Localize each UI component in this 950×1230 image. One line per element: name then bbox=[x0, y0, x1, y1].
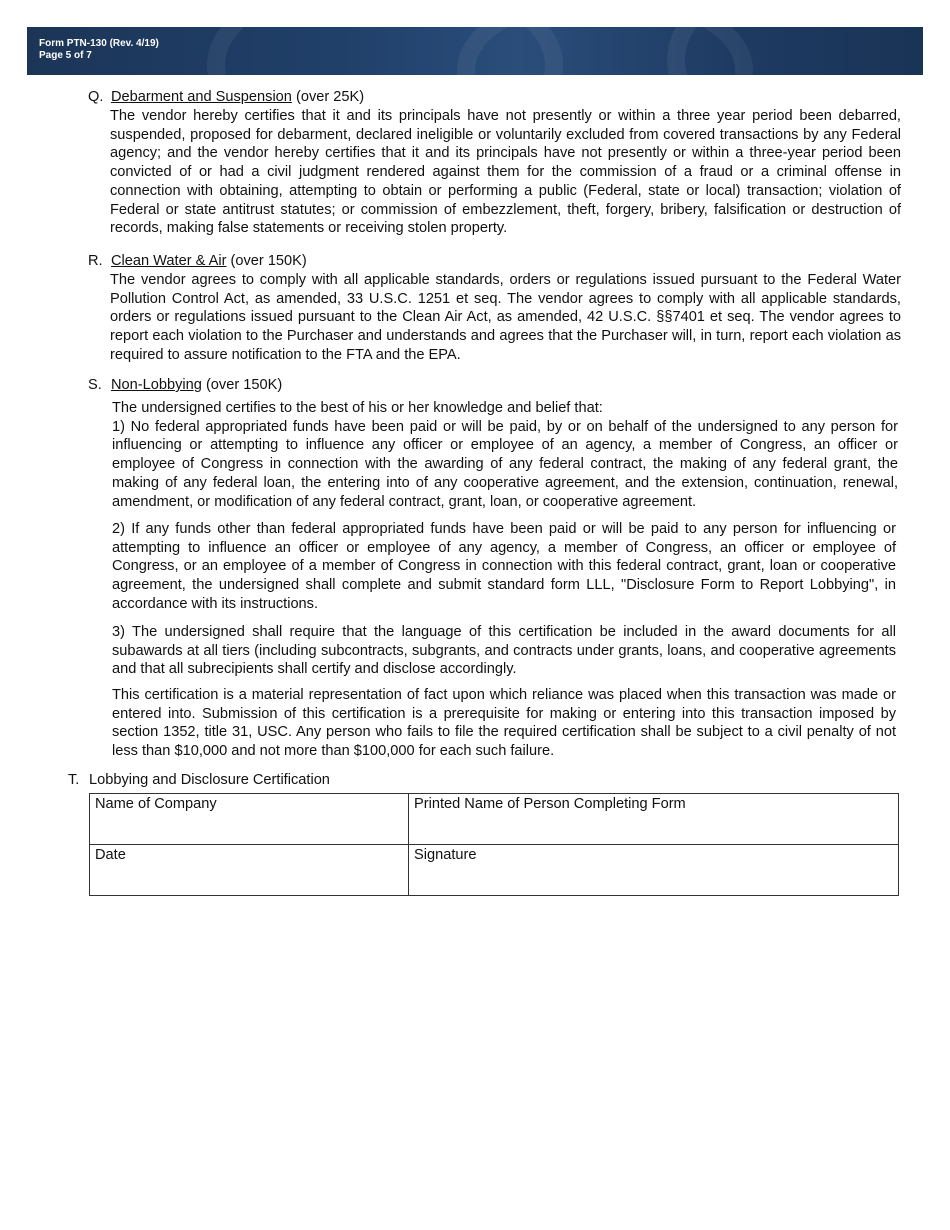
section-title: Debarment and Suspension bbox=[111, 89, 292, 105]
section-title: Clean Water & Air bbox=[111, 253, 227, 269]
section-s-intro-and-item1 bbox=[112, 399, 898, 511]
page-number: Page 5 of 7 bbox=[39, 50, 92, 61]
section-title: Non-Lobbying bbox=[111, 377, 202, 393]
section-letter: R. bbox=[88, 253, 103, 269]
section-threshold: (over 150K) bbox=[230, 253, 307, 269]
field-label: Printed Name of Person Completing Form bbox=[414, 796, 686, 812]
item-1: 1) No federal appropriated funds have been paid or will be paid, by or on behalf of the undersigned to any person for influencing or attempting to influence any officer or employee of an agency, a member of Congress, an officer or employee of Congress in connection with the awarding of any federal contract, the making of any federal grant, the making of any federal loan, the entering into of any cooperative agreement, and the extension, continuation, renewal, amendment, or modification of any federal contract, grant, loan, or cooperative agreement. bbox=[112, 418, 898, 510]
signature-table bbox=[89, 793, 899, 896]
intro-text: The undersigned certifies to the best of his or her knowledge and belief that: bbox=[112, 400, 603, 416]
item-3: 3) The undersigned shall require that the language of this certification be included in the award documents for all subawards at all tiers (including subcontracts, subgrants, and contracts under grants, loans, and cooperative agreements and that all subrecipients shall certify and disclose accordingly. bbox=[112, 624, 896, 678]
section-q-body bbox=[110, 107, 901, 238]
date-field[interactable] bbox=[90, 845, 409, 896]
section-r-body bbox=[110, 271, 901, 365]
section-r-heading bbox=[88, 252, 307, 271]
field-label: Date bbox=[95, 847, 126, 863]
form-id: Form PTN-130 (Rev. 4/19) bbox=[39, 38, 159, 49]
section-letter: Q. bbox=[88, 89, 104, 105]
section-s-heading bbox=[88, 376, 282, 395]
form-header bbox=[27, 27, 923, 75]
section-threshold: (over 25K) bbox=[295, 89, 365, 105]
section-title: Lobbying and Disclosure Certification bbox=[89, 772, 330, 788]
field-label: Name of Company bbox=[95, 796, 217, 812]
section-t-heading bbox=[68, 771, 330, 790]
company-name-field[interactable] bbox=[90, 794, 409, 845]
printed-name-field[interactable] bbox=[409, 794, 899, 845]
item-2: 2) If any funds other than federal appropriated funds have been paid or will be paid to any person for influencing or attempting to influence an officer or employee of any agency, a member of Congress, an officer or employee of Congress, or an employee of a member of Congress in connection with this federal contract, grant, loan or cooperative agreement, the undersigned shall complete and submit standard form LLL, "Disclosure Form to Report Lobbying", in accordance with its instructions. bbox=[112, 521, 896, 612]
section-letter: T. bbox=[68, 772, 80, 788]
section-s-closing bbox=[112, 686, 896, 761]
section-s-item2 bbox=[112, 520, 896, 614]
paragraph: The vendor agrees to comply with all applicable standards, orders or regulations issued pursuant to the Federal Water Pollution Control Act, as amended, 33 U.S.C. 1251 et seq. The vendor agrees to comply with all applicable standards, orders or regulations issued pursuant to the Clean Air Act, as amended, 42 U.S.C. §§7401 et seq. The vendor agrees to report each violation to the Purchaser and understands and agrees that the Purchaser will, in turn, report each violation as required to assure notification to the FTA and the EPA. bbox=[110, 272, 901, 363]
header-text bbox=[39, 38, 159, 62]
section-threshold: (over 150K) bbox=[205, 377, 283, 393]
field-label: Signature bbox=[414, 847, 477, 863]
closing-text: This certification is a material representation of fact upon which reliance was placed when this transaction was made or entered into. Submission of this certification is a prerequisite for making or entering into this transaction imposed by section 1352, title 31, USC. Any person who fails to file the required certification shall be subject to a civil penalty of not less than $10,000 and not more than $100,000 for each such failure. bbox=[112, 687, 896, 760]
section-s-item3 bbox=[112, 623, 896, 679]
section-q-heading bbox=[88, 88, 364, 107]
section-letter: S. bbox=[88, 377, 102, 393]
paragraph: The vendor hereby certifies that it and its principals have not presently or within a three year period been debarred, suspended, proposed for debarment, declared ineligible or voluntarily excluded from covered transactions by any Federal agency; and the vendor hereby certifies that it and its principals have not presently or within a three-year period been convicted of or had a civil judgment rendered against them for the commission of a fraud or a criminal offense in connection with obtaining, attempting to obtain or performing a public (Federal, state or local) transaction; violation of Federal or state antitrust statutes; or commission of embezzlement, theft, forgery, bribery, falsification or destruction of records, making false statements or receiving stolen property. bbox=[110, 108, 901, 237]
signature-field[interactable] bbox=[409, 845, 899, 896]
